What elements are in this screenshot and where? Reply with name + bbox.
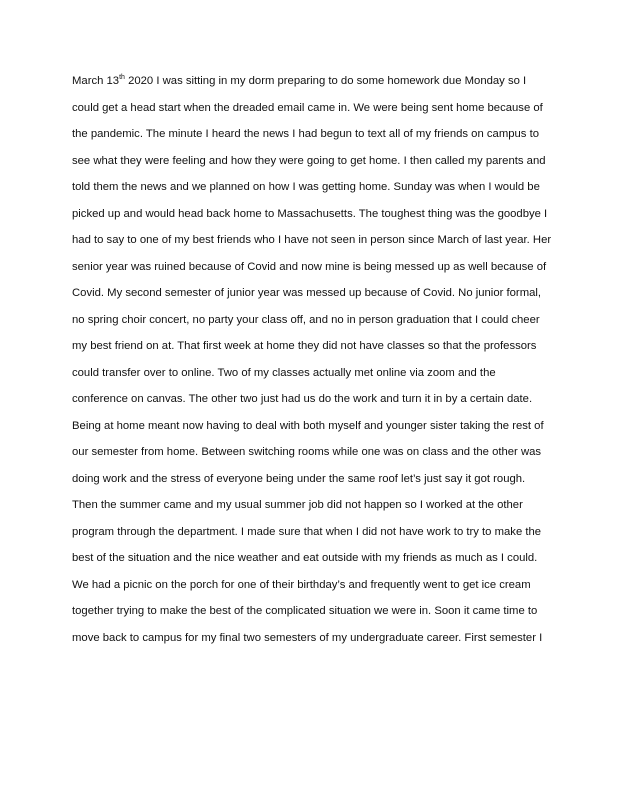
text-line-16: doing work and the stress of everyone being under the same roof let’s just say it got rough. [72, 472, 526, 485]
text-line-17: Then the summer came and my usual summer job did not happen so I worked at the other [72, 499, 523, 511]
text-line-2: could get a head start when the dreaded email came in. We were being sent home because of [72, 101, 543, 114]
text-line-4: see what they were feeling and how they were going to get home. I then called my parents and [72, 154, 546, 167]
text-line-14: Being at home meant now having to deal with both myself and younger sister taking the rest of [72, 419, 544, 432]
text-line-22: move back to campus for my final two semesters of my undergraduate career. First semester I [72, 631, 543, 644]
text-line-20: We had a picnic on the porch for one of their birthday’s and frequently went to get ice cream [72, 578, 531, 591]
text-line-15: our semester from home. Between switching rooms while one was on class and the other was [72, 446, 542, 458]
text-line-10: no spring choir concert, no party your class off, and no in person graduation that I could cheer [72, 313, 540, 326]
text-line-21: together trying to make the best of the complicated situation we were in. Soon it came time to [72, 605, 538, 617]
text-line-13: conference on canvas. The other two just had us do the work and turn it in by a certain date. [72, 393, 533, 405]
essay-body [72, 68, 552, 651]
date-text: March 13 [72, 75, 120, 87]
text-line-6: picked up and would head back home to Massachusetts. The toughest thing was the goodbye I [72, 207, 548, 220]
text-line-19: best of the situation and the nice weather and eat outside with my friends as much as I could. [72, 552, 538, 564]
text-line-5: told them the news and we planned on how I was getting home. Sunday was when I would be [72, 181, 540, 193]
text-line-3: the pandemic. The minute I heard the news I had begun to text all of my friends on campus to [72, 128, 540, 140]
text-line-8: senior year was ruined because of Covid and now mine is being messed up as well because of [72, 260, 547, 273]
ordinal-superscript: th [119, 74, 125, 81]
text-line-12: could transfer over to online. Two of my classes actually met online via zoom and the [72, 366, 496, 379]
first-line-rest: 2020 I was sitting in my dorm preparing to do some homework due Monday so I [124, 75, 527, 87]
text-line-9: Covid. My second semester of junior year was messed up because of Covid. No junior formal, [72, 287, 542, 299]
text-line-18: program through the department. I made sure that when I did not have work to try to make the [72, 525, 542, 538]
text-line-1 [72, 68, 552, 95]
text-line-11: my best friend on at. That first week at home they did not have classes so that the professors [72, 340, 537, 352]
text-line-7: had to say to one of my best friends who I have not seen in person since March of last year. Her [72, 234, 552, 246]
